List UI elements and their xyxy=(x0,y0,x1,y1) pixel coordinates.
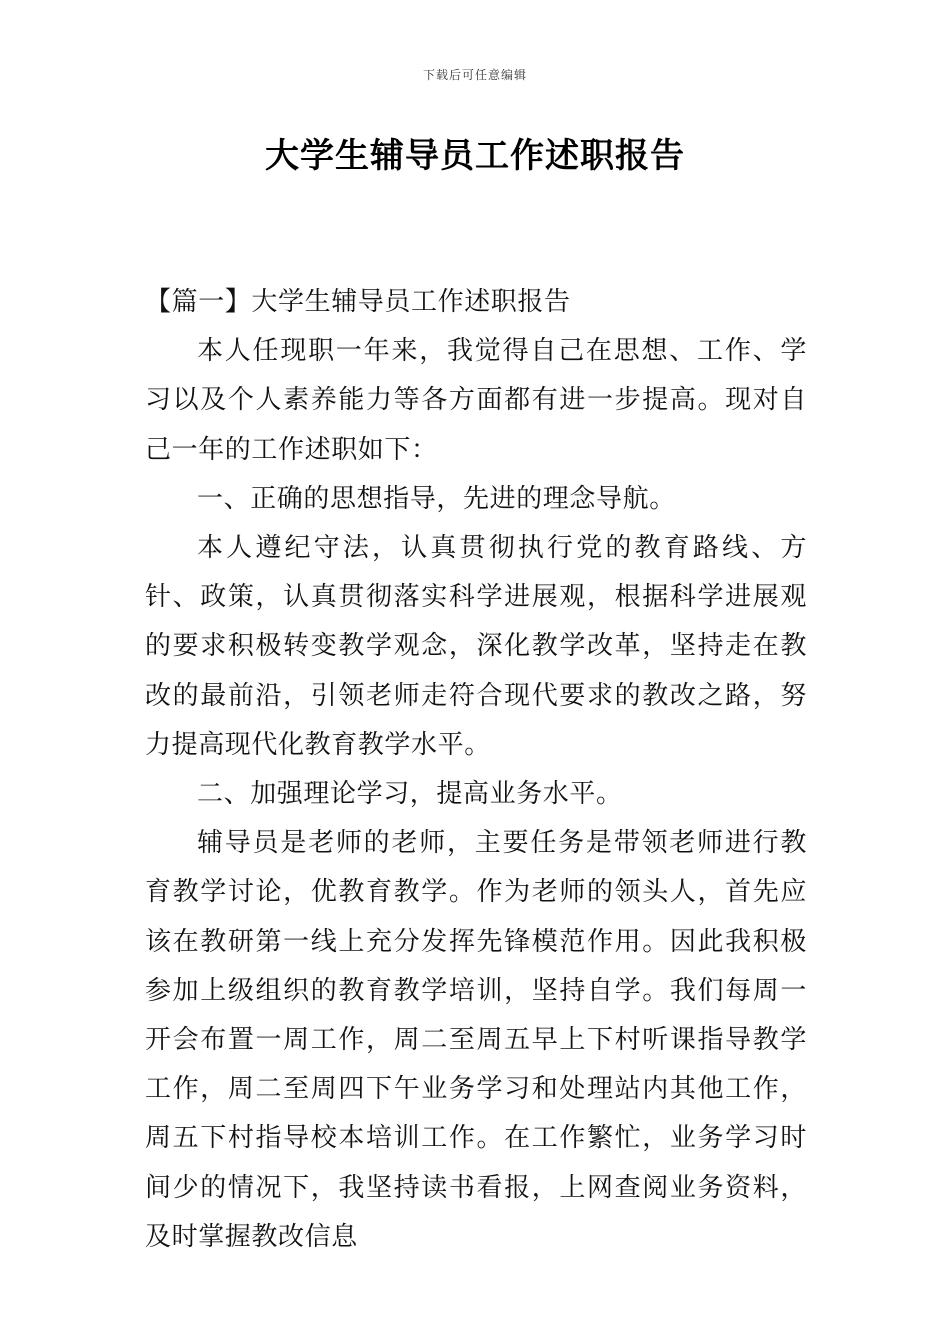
body-paragraph: 本人任现职一年来，我觉得自己在思想、工作、学习以及个人素养能力等各方面都有进一步提高。现对自己一年的工作述职如下： xyxy=(145,336,807,465)
body-paragraph: 本人遵纪守法，认真贯彻执行党的教育路线、方针、政策，认真贯彻落实科学进展观，根据科学进展观的要求积极转变教学观念，深化教学改革，坚持走在教改的最前沿，引领老师走符合现代要求的教改之路，努力提高现代化教育教学水平。 xyxy=(145,533,807,760)
subsection-heading: 二、加强理论学习，提高业务水平。 xyxy=(197,779,623,810)
document-body xyxy=(145,278,807,1262)
body-paragraph: 辅导员是老师的老师，主要任务是带领老师进行教育教学讨论，优教育教学。作为老师的领头人，首先应该在教研第一线上充分发挥先锋模范作用。因此我积极参加上级组织的教育教学培训，坚持自学。我们每周一开会布置一周工作，周二至周五早上下村听课指导教学工作，周二至周四下午业务学习和处理站内其他工作，周五下村指导校本培训工作。在工作繁忙，业务学习时间少的情况下，我坚持读书看报，上网查阅业务资料，及时掌握教改信息 xyxy=(145,828,807,1252)
document-title: 大学生辅导员工作述职报告 xyxy=(265,136,685,176)
header-note: 下载后可任意编辑 xyxy=(422,68,527,82)
subsection-heading: 一、正确的思想指导，先进的理念导航。 xyxy=(197,483,676,514)
section-heading: 【篇一】大学生辅导员工作述职报告 xyxy=(145,287,571,317)
